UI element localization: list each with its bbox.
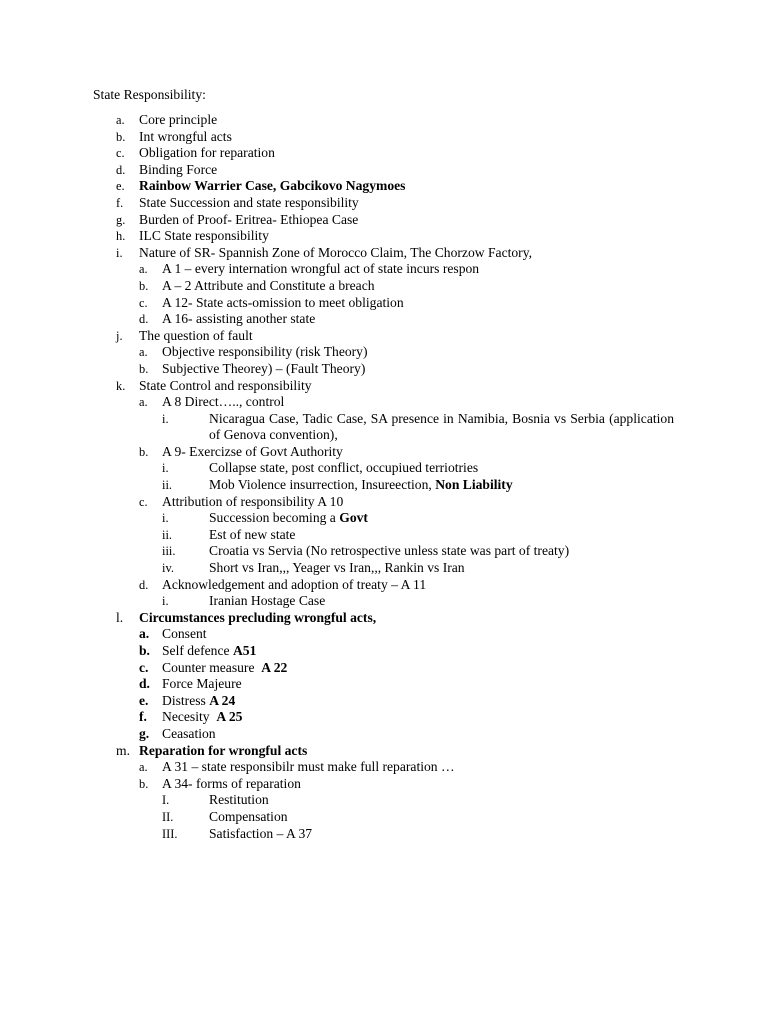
sub-sub-list-item: i. Collapse state, post conflict, occupiued terriotries xyxy=(162,460,479,476)
sub-list-item: e. Distress A 24 xyxy=(139,692,236,708)
list-item: k. State Control and responsibility xyxy=(116,377,312,393)
sub-sub-list-item: ii. Est of new state xyxy=(162,526,296,542)
sub-sub-list-item: i. Iranian Hostage Case xyxy=(162,593,326,609)
sub-list-item: d. Acknowledgement and adoption of treaty – A 11 xyxy=(139,576,427,592)
sub-list-item: g. Ceasation xyxy=(139,725,216,741)
list-item: e. Rainbow Warrier Case, Gabcikovo Nagymoes xyxy=(116,178,406,194)
list-item: f. State Succession and state responsibility xyxy=(116,194,359,210)
list-item: a. Core principle xyxy=(116,112,218,127)
outline-list xyxy=(0,112,768,842)
sub-sub-list-item: II. Compensation xyxy=(162,808,288,824)
sub-list-item: f. Necesity A 25 xyxy=(139,709,243,725)
list-item: i. Nature of SR- Spannish Zone of Morocco Claim, The Chorzow Factory, xyxy=(116,244,533,260)
sub-sub-list-item: i. Nicaragua Case, Tadic Case, SA presence in Namibia, Bosnia vs Serbia (application of Genova convention), xyxy=(162,410,674,443)
sub-list-item: b. A 34- forms of reparation xyxy=(139,775,301,791)
sub-list-item: b. Self defence A51 xyxy=(139,643,257,658)
sub-list-item: a. A 8 Direct….., control xyxy=(139,394,285,410)
sub-list-item: a. Objective responsibility (risk Theory) xyxy=(139,344,368,360)
sub-list-item: a. A 1 – every internation wrongful act of state incurs respon xyxy=(139,261,480,277)
sub-sub-list-item: I. Restitution xyxy=(162,792,269,808)
sub-list-item: b. Subjective Theorey) – (Fault Theory) xyxy=(139,360,366,376)
list-item: h. ILC State responsibility xyxy=(116,228,269,244)
sub-sub-list-item: ii. Mob Violence insurrection, Insureection, Non Liability xyxy=(162,477,513,493)
list-item: m. Reparation for wrongful acts xyxy=(116,742,308,758)
sub-list-item: d. A 16- assisting another state xyxy=(139,311,316,327)
sub-list-item: c. Attribution of responsibility A 10 xyxy=(139,493,344,509)
sub-sub-list-item: III. Satisfaction – A 37 xyxy=(162,825,313,841)
sub-list-item: a. Consent xyxy=(139,626,207,642)
sub-list-item: c. A 12- State acts-omission to meet obligation xyxy=(139,294,404,310)
sub-list-item: b. A – 2 Attribute and Constitute a breach xyxy=(139,277,375,293)
list-item: d. Binding Force xyxy=(116,161,218,177)
sub-sub-list-item: iv. Short vs Iran,,, Yeager vs Iran,,, Rankin vs Iran xyxy=(162,560,465,576)
sub-sub-list-item: i. Succession becoming a Govt xyxy=(162,510,368,526)
list-item: c. Obligation for reparation xyxy=(116,145,275,161)
list-item: l. Circumstances precluding wrongful acts, xyxy=(116,609,377,625)
sub-list-item: b. A 9- Exercizse of Govt Authority xyxy=(139,443,343,459)
document-title: State Responsibility: xyxy=(93,87,206,102)
sub-list-item: d. Force Majeure xyxy=(139,676,242,692)
sub-list-item: c. Counter measure A 22 xyxy=(139,659,288,675)
sub-sub-list-item: iii. Croatia vs Servia (No retrospective unless state was part of treaty) xyxy=(162,543,570,559)
list-item: b. Int wrongful acts xyxy=(116,128,232,144)
list-item: j. The question of fault xyxy=(116,327,253,343)
sub-list-item: a. A 31 – state responsibilr must make full reparation … xyxy=(139,759,455,775)
list-item: g. Burden of Proof- Eritrea- Ethiopea Case xyxy=(116,211,359,227)
